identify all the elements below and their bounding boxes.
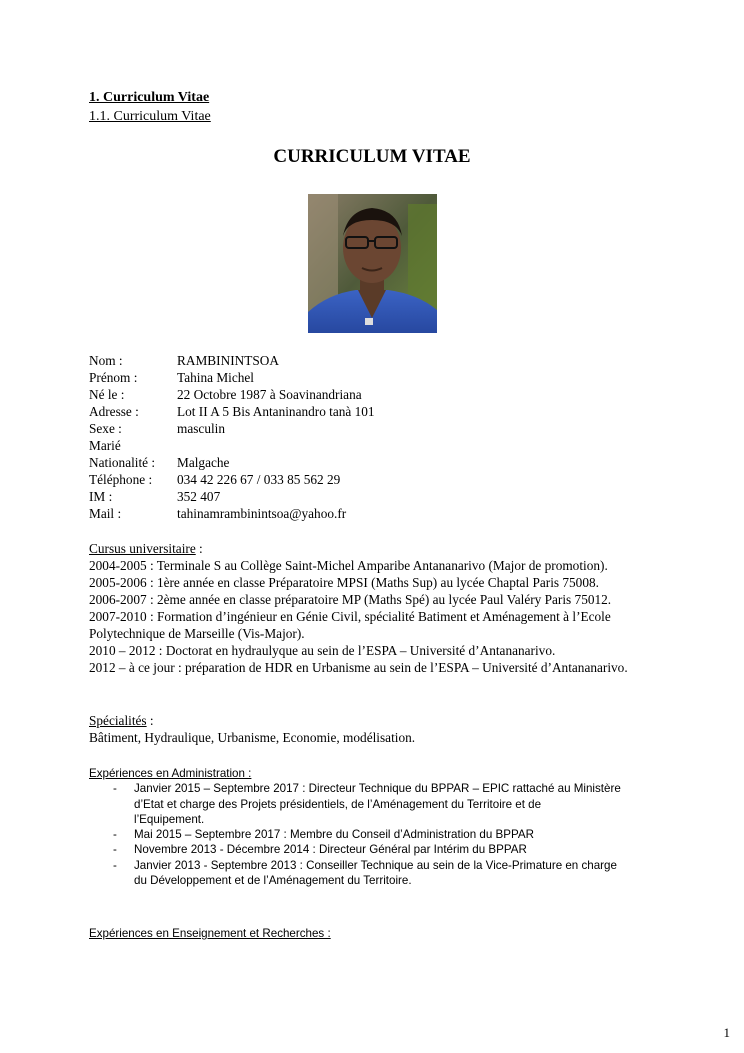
specialites-heading-text: Spécialités [89, 713, 147, 728]
admin-heading: Expériences en Administration : [89, 767, 252, 780]
info-label: Nationalité : [89, 455, 156, 470]
specialites-section [89, 712, 415, 746]
list-item [89, 827, 621, 842]
list-item-line: l’Equipement. [134, 812, 205, 826]
specialites-heading-suffix: : [146, 713, 154, 728]
section-subheading: 1.1. Curriculum Vitae [89, 109, 211, 124]
info-value: masculin [177, 421, 226, 436]
cursus-heading-suffix: : [195, 541, 203, 556]
info-value: 034 42 226 67 / 033 85 562 29 [177, 472, 341, 487]
cursus-heading [89, 540, 628, 557]
info-value: Malgache [177, 455, 230, 470]
cursus-line: 2005-2006 : 1ère année en classe Préparatoire MPSI (Maths Sup) au lycée Chaptal Paris 75008. [89, 575, 599, 590]
specialites-heading [89, 712, 415, 729]
list-item-line: d’Etat et charge des Projets présidentiels, de l’Aménagement du Territoire et de [134, 797, 542, 811]
cursus-line: 2004-2005 : Terminale S au Collège Saint-Michel Amparibe Antananarivo (Major de promotion). [89, 558, 608, 573]
info-label: IM : [89, 489, 113, 504]
info-value: 352 407 [177, 489, 221, 504]
enseignement-heading: Expériences en Enseignement et Recherches : [89, 927, 331, 940]
info-value: tahinamrambinintsoa@yahoo.fr [177, 506, 347, 521]
list-item-line: Novembre 2013 - Décembre 2014 : Directeur Général par Intérim du BPPAR [134, 843, 527, 857]
cursus-line: 2012 – à ce jour : préparation de HDR en Urbanisme au sein de l’ESPA – Université d’Antananarivo. [89, 660, 628, 675]
specialites-text: Bâtiment, Hydraulique, Urbanisme, Economie, modélisation. [89, 730, 416, 745]
info-label: Né le : [89, 387, 125, 402]
dash-bullet: - [113, 843, 117, 857]
cursus-line: 2010 – 2012 : Doctorat en hydraulyque au sein de l’ESPA – Université d’Antananarivo. [89, 643, 556, 658]
info-label: Téléphone : [89, 472, 153, 487]
info-label: Prénom : [89, 370, 138, 385]
info-value: RAMBININTSOA [177, 353, 279, 368]
profile-photo [308, 194, 437, 333]
cursus-section [89, 540, 628, 676]
document-title: CURRICULUM VITAE [273, 146, 471, 167]
cursus-heading-text: Cursus universitaire [89, 541, 196, 556]
cursus-line: 2006-2007 : 2ème année en classe préparatoire MP (Maths Spé) au lycée Paul Valéry Paris 75012. [89, 592, 612, 607]
dash-bullet: - [113, 858, 117, 872]
info-label: Adresse : [89, 404, 139, 419]
list-item [89, 781, 621, 827]
list-item-line: Janvier 2013 - Septembre 2013 : Conseiller Technique au sein de la Vice-Primature en charge [134, 858, 617, 872]
list-item-line: Mai 2015 – Septembre 2017 : Membre du Conseil d’Administration du BPPAR [134, 828, 534, 842]
info-label: Nom : [89, 353, 123, 368]
info-label: Marié [89, 438, 121, 453]
list-item [89, 858, 621, 889]
info-value: Tahina Michel [177, 370, 254, 385]
dash-bullet: - [113, 828, 117, 842]
section-heading: 1. Curriculum Vitae [89, 90, 210, 105]
dash-bullet: - [113, 782, 117, 796]
list-item-line: Janvier 2015 – Septembre 2017 : Directeur Technique du BPPAR – EPIC rattaché au Ministère [134, 782, 621, 796]
cursus-line: 2007-2010 : Formation d’ingénieur en Génie Civil, spécialité Batiment et Aménagement à l’Ecole [89, 609, 611, 624]
admin-list [89, 781, 621, 888]
info-label: Mail : [89, 506, 122, 521]
page-number: 1 [723, 1025, 730, 1040]
list-item-line: du Développement et de l’Aménagement du Territoire. [134, 874, 412, 888]
info-value: 22 Octobre 1987 à Soavinandriana [177, 387, 362, 402]
list-item [89, 842, 621, 857]
admin-section [89, 766, 621, 888]
cursus-line: Polytechnique de Marseille (Vis-Major). [89, 626, 305, 641]
info-value: Lot II A 5 Bis Antaninandro tanà 101 [177, 404, 375, 419]
info-label: Sexe : [89, 421, 122, 436]
